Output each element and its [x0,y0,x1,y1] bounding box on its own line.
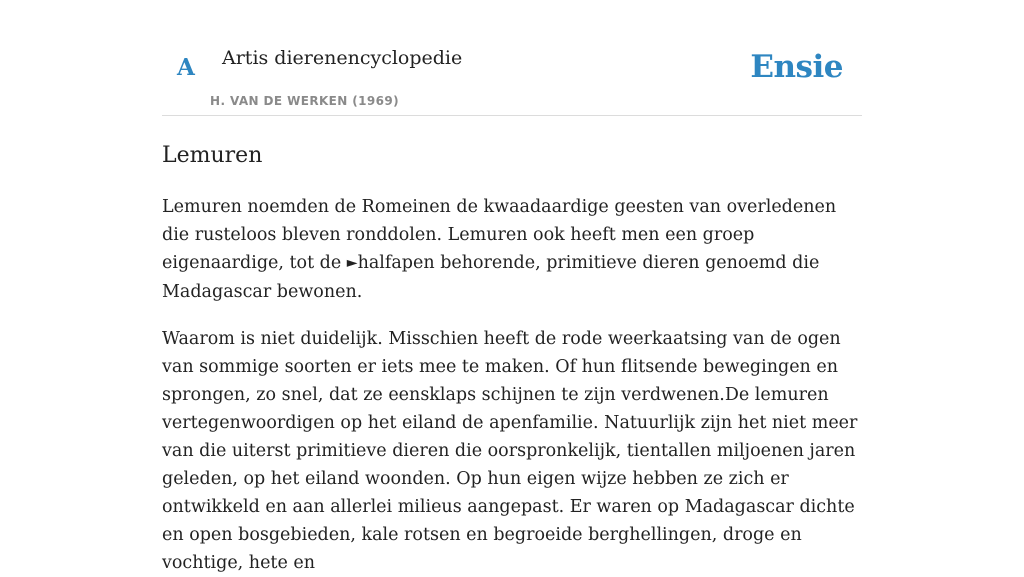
letter-index-link[interactable]: A [177,54,195,81]
ensie-logo[interactable]: Ensie [750,49,843,85]
paragraph-1-text-end: behorende, primitieve dieren genoemd die Madagascar bewonen. [162,253,820,302]
paragraph-1-text: Lemuren noemden de Romeinen de kwaadaardige geesten van overledenen die rusteloos bleven ronddolen. Lemuren ook heeft men een groep eigenaardige, tot de [162,197,837,273]
cross-reference-arrow-icon: ► [346,255,358,271]
document-page [162,0,862,577]
paragraph-2: Waarom is niet duidelijk. Misschien heeft de rode weerkaatsing van de ogen van sommige soorten er iets mee te maken. Of hun flitsende bewegingen en sprongen, zo snel, dat ze eensklaps schijnen te zijn verdwenen.De lemuren vertegenwoordigen op het eiland de apenfamilie. Natuurlijk zijn het niet meer van die uiterst primitieve dieren die oorspronkelijk, tientallen miljoenen jaren geleden, op het eiland woonden. Op hun eigen wijze hebben ze zich er ontwikkeld en aan allerlei milieus aangepast. Er waren op Madagascar dichte en open bosgebieden, kale rotsen en begroeide berghellingen, droge en vochtige, hete en [162,329,858,573]
entry-title: Lemuren [162,143,263,168]
paragraph-1 [162,193,862,306]
book-header [162,0,862,116]
book-author: H. VAN DE WERKEN (1969) [210,94,400,108]
book-title[interactable]: Artis dierenencyclopedie [222,47,463,69]
halfapen-link[interactable]: halfapen [357,253,435,273]
